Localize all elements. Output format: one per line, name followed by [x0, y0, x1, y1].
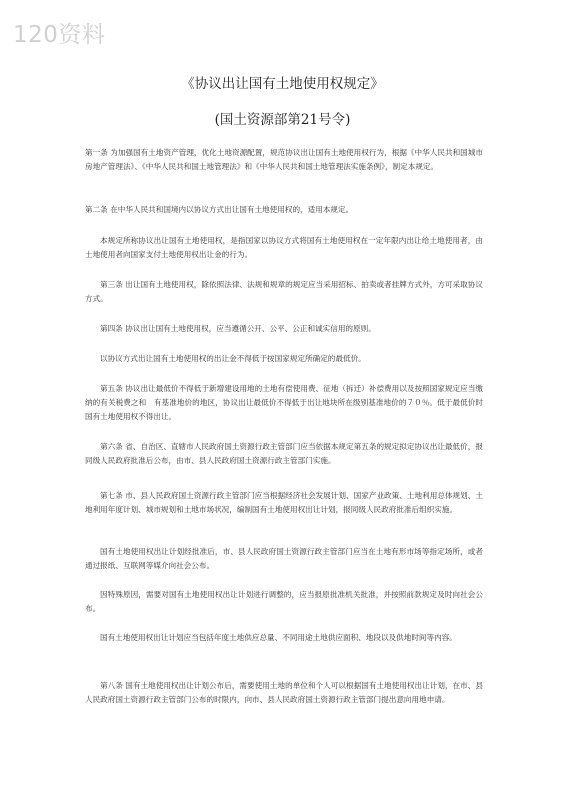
watermark-logo: 120资料 [13, 22, 106, 48]
paragraph-article-4-minimum-price: 以协议方式出让国有土地使用权的出让金不得低于按国家规定所确定的最低价。 [100, 354, 366, 363]
paragraph-article-7-publication: 国有土地使用权出让计划经批准后，市、县人民政府国土资源行政主管部门应当在土地有形市场等指定场所，或者通过报纸、互联网等媒介向社会公布。 [85, 547, 483, 570]
document-subtitle: (国土资源部第21号令) [214, 112, 351, 128]
document-title: 《协议出让国有土地使用权规定》 [181, 76, 384, 92]
paragraph-article-6: 第六条 省、自治区、直辖市人民政府国土资源行政主管部门应当依据本规定第五条的规定拟定协议出让最低价，报同级人民政府批准后公布，由市、县人民政府国土资源行政主管部门实施。 [85, 442, 483, 465]
paragraph-article-2-definition: 本规定所称协议出让国有土地使用权，是指国家以协议方式将国有土地使用权在一定年限内出让给土地使用者，由土地使用者向国家支付土地使用权出让金的行为。 [85, 236, 483, 259]
paragraph-article-5: 第五条 协议出让最低价不得低于新增建设用地的土地有偿使用费、征地（拆迁）补偿费用以及按照国家规定应当缴纳的有关税费之和 有基准地价的地区，协议出让最低价不得低于出让地块所在级别基准地价的７０％。低于最低价时国有土地使用权不得出让。 [85, 384, 483, 421]
paragraph-article-3: 第三条 出让国有土地使用权，除依照法律、法规和规章的规定应当采用招标、拍卖或者挂牌方式外，方可采取协议方式。 [85, 280, 483, 303]
paragraph-article-2: 第二条 在中华人民共和国境内以协议方式出让国有土地使用权的，适用本规定。 [85, 205, 354, 214]
paragraph-article-7-content: 国有土地使用权出让计划应当包括年度土地供应总量、不同用途土地供应面积、地段以及供地时间等内容。 [100, 633, 457, 642]
paragraph-article-7-adjustment: 因特殊原因，需要对国有土地使用权出让计划进行调整的，应当报原批准机关批准，并按照前款规定及时向社会公布。 [85, 590, 483, 613]
paragraph-article-4: 第四条 协议出让国有土地使用权，应当遵循公开、公平、公正和诚实信用的原则。 [100, 324, 376, 333]
paragraph-article-8: 第八条 国有土地使用权出让计划公布后，需要使用土地的单位和个人可以根据国有土地使用权出让计划，在市、县人民政府国土资源行政主管部门公布的时限内，向市、县人民政府国土资源行政主管部门提出意向用地申请。 [85, 681, 483, 704]
paragraph-article-7: 第七条 市、县人民政府国土资源行政主管部门应当根据经济社会发展计划、国家产业政策、土地利用总体规划、土地利用年度计划、城市规划和土地市场状况，编制国有土地使用权出让计划，报同级人民政府批准后组织实施。 [85, 491, 483, 514]
paragraph-article-1: 第一条 为加强国有土地资产管理，优化土地资源配置，规范协议出让国有土地使用权行为，根据《中华人民共和国城市房地产管理法》、《中华人民共和国土地管理法》和《中华人民共和国土地管理法实施条例》，制定本规定。 [85, 148, 483, 171]
